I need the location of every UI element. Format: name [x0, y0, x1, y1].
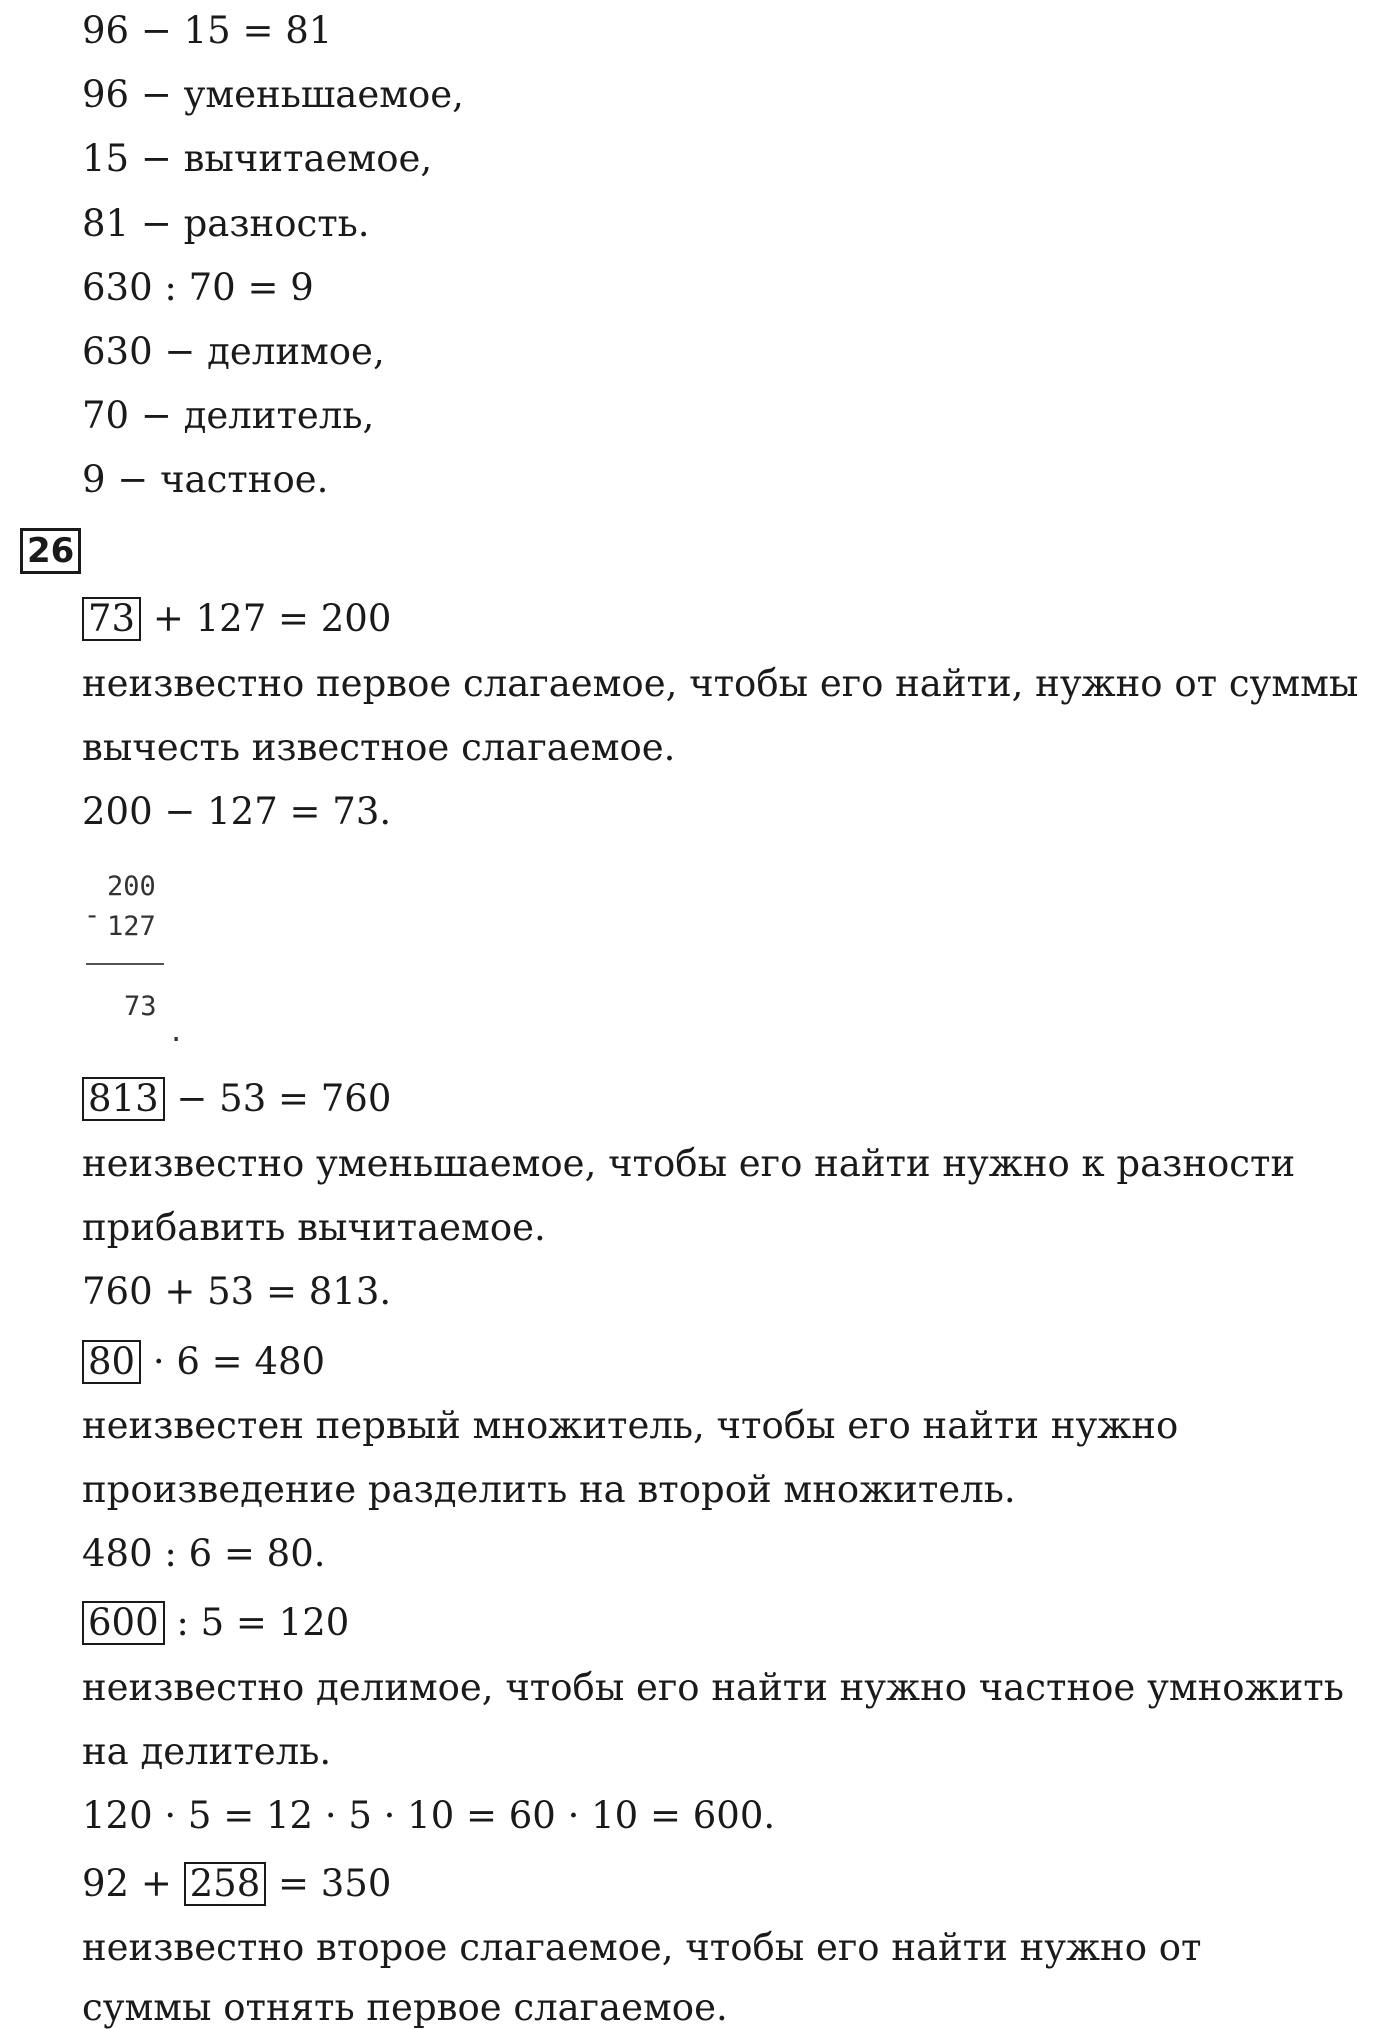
- text-line: 15 − вычитаемое,: [82, 137, 433, 180]
- answer-box: 600: [82, 1601, 165, 1645]
- answer-box: 813: [82, 1077, 165, 1121]
- equation-suffix: = 350: [266, 1862, 392, 1905]
- calculation-line: 480 : 6 = 80.: [82, 1532, 326, 1575]
- equation-prefix: 92 +: [82, 1862, 184, 1905]
- text-line: неизвестно первое слагаемое, чтобы его найти, нужно от суммы: [82, 662, 1359, 705]
- equation-line: [82, 1340, 325, 1384]
- text-line: 630 − делимое,: [82, 330, 385, 373]
- text-line: прибавить вычитаемое.: [82, 1206, 546, 1249]
- equation-rest: : 5 = 120: [164, 1601, 350, 1644]
- column-result: 73: [124, 991, 157, 1022]
- calculation-line: 760 + 53 = 813.: [82, 1270, 392, 1313]
- text-line: 96 − уменьшаемое,: [82, 73, 464, 116]
- text-line: неизвестно второе слагаемое, чтобы его найти нужно от: [82, 1926, 1202, 1969]
- text-line: вычесть известное слагаемое.: [82, 726, 676, 769]
- column-top-number: 200: [107, 871, 156, 902]
- text-line: неизвестен первый множитель, чтобы его найти нужно: [82, 1404, 1179, 1447]
- answer-box: 80: [82, 1340, 141, 1384]
- column-bottom-number: 127: [107, 911, 156, 942]
- minus-sign: -: [84, 900, 101, 931]
- equation-line: [82, 597, 391, 641]
- text-line: суммы отнять первое слагаемое.: [82, 1986, 728, 2029]
- equation-line: [82, 1601, 349, 1645]
- text-line: неизвестно делимое, чтобы его найти нужно частное умножить: [82, 1666, 1344, 1709]
- text-line: 70 − делитель,: [82, 394, 375, 437]
- calculation-line: 120 · 5 = 12 · 5 · 10 = 60 · 10 = 600.: [82, 1794, 776, 1837]
- answer-box: 258: [184, 1862, 267, 1906]
- column-dot: .: [168, 1017, 185, 1048]
- text-line: произведение разделить на второй множитель.: [82, 1468, 1016, 1511]
- equation-line: 630 : 70 = 9: [82, 266, 314, 309]
- calculation-line: 200 − 127 = 73.: [82, 790, 392, 833]
- equation-line: 96 − 15 = 81: [82, 9, 333, 52]
- equation-rest: · 6 = 480: [141, 1340, 326, 1383]
- equation-line: [82, 1077, 391, 1121]
- text-line: 9 − частное.: [82, 458, 329, 501]
- equation-rest: − 53 = 760: [164, 1077, 392, 1120]
- text-line: 81 − разность.: [82, 202, 370, 245]
- text-line: неизвестно уменьшаемое, чтобы его найти нужно к разности: [82, 1142, 1296, 1185]
- equation-rest: + 127 = 200: [141, 597, 392, 640]
- column-rule: [86, 963, 164, 965]
- task-number-badge: 26: [20, 528, 81, 574]
- text-line: на делитель.: [82, 1730, 332, 1773]
- answer-box: 73: [82, 597, 141, 641]
- equation-line: [82, 1862, 391, 1906]
